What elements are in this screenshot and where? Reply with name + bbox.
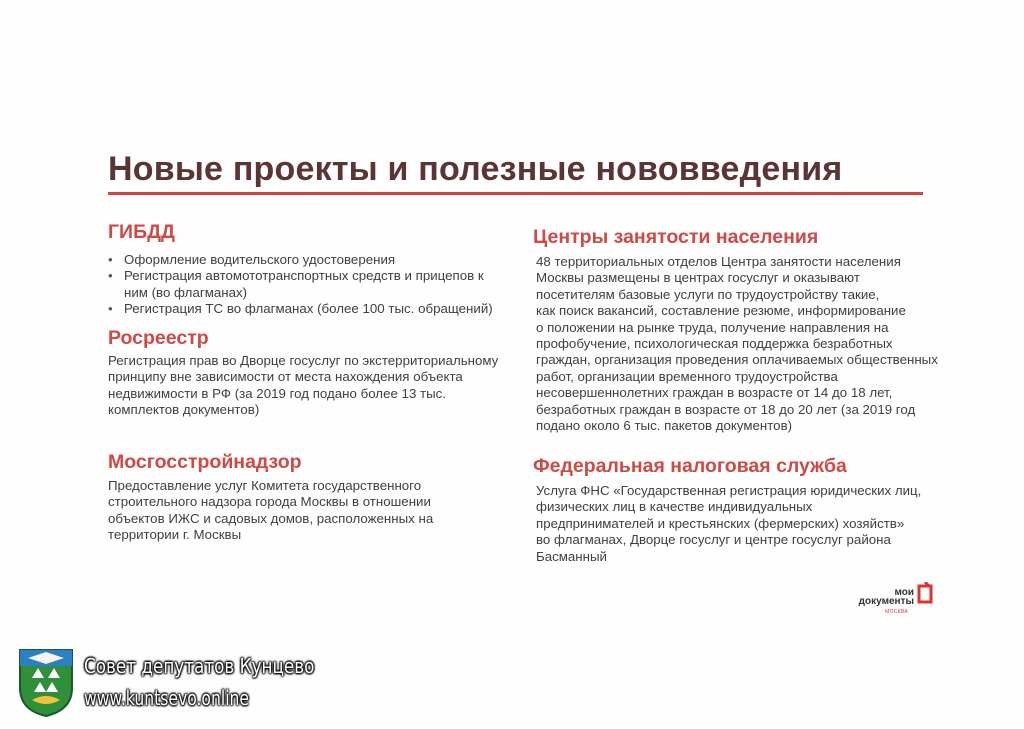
- text-line: принципу вне зависимости от места нахождения объекта: [108, 369, 463, 385]
- text-line: несовершеннолетних граждан в возрасте от 14 до 18 лет,: [536, 385, 893, 401]
- kuntsevo-crest-icon: [18, 648, 74, 718]
- gibdd-list: [108, 252, 498, 318]
- text-line: безработных граждан в возрасте от 18 до 20 лет (за 2019 год: [536, 401, 916, 417]
- list-item: • Регистрация автомототранспортных средств и прицепов к ним (во флагманах): [108, 268, 498, 301]
- employment-centers-heading: Центры занятости населения: [533, 226, 819, 248]
- text-line: строительного надзора города Москвы в отношении: [108, 494, 431, 510]
- text-line: комплектов документов): [108, 402, 260, 418]
- logo-text-line2: документы: [858, 596, 914, 607]
- mosgosstroynadzor-heading: Мосгосстройнадзор: [108, 451, 302, 473]
- logo-mark-icon: [916, 582, 934, 606]
- fns-text: [536, 483, 921, 565]
- moi-dokumenty-logo: [842, 580, 942, 620]
- text-line: Предоставление услуг Комитета государственного: [108, 478, 422, 493]
- text-line: предпринимателей и крестьянских (фермерских) хозяйств»: [536, 515, 905, 531]
- title-underline: [108, 192, 923, 195]
- text-line: Услуга ФНС «Государственная регистрация юридических лиц,: [536, 483, 922, 498]
- text-line: граждан, организация проведения оплачиваемых общественных: [536, 352, 938, 368]
- rosreestr-heading: Росреестр: [108, 327, 209, 349]
- rosreestr-text: [108, 353, 498, 419]
- text-line: недвижимости в РФ (за 2019 год подано более 13 тыс.: [108, 385, 447, 401]
- text-line: посетителям базовые услуги по трудоустройству такие,: [536, 286, 880, 302]
- employment-centers-text: [536, 254, 938, 434]
- text-line: территории г. Москвы: [108, 527, 242, 543]
- mosgosstroynadzor-text: [108, 478, 433, 544]
- text-line: как поиск вакансий, составление резюме, информирование: [536, 303, 906, 319]
- text-line: профобучение, психологическая поддержка безработных: [536, 336, 893, 352]
- text-line: объектов ИЖС и садовых домов, расположенных на: [108, 510, 434, 526]
- logo-text-line3: МОСКВА: [885, 609, 908, 615]
- fns-heading: Федеральная налоговая служба: [533, 455, 847, 477]
- text-line: о положении на рынке труда, получение направления на: [536, 319, 889, 335]
- text-line: Регистрация прав во Дворце госуслуг по экстерриториальному: [108, 353, 499, 368]
- list-item: • Оформление водительского удостоверения: [108, 252, 498, 268]
- watermark-title: Совет депутатов Кунцево: [84, 654, 315, 678]
- list-item: • Регистрация ТС во флагманах (более 100 тыс. обращений): [108, 301, 498, 317]
- watermark: [18, 648, 318, 718]
- text-line: Москвы размещены в центрах госуслуг и оказывают: [536, 270, 860, 286]
- gibdd-heading: ГИБДД: [108, 221, 175, 243]
- text-line: 48 территориальных отделов Центра занятости населения: [536, 254, 901, 269]
- page-title: Новые проекты и полезные нововведения: [108, 150, 843, 188]
- logo-text-line1: мои: [894, 587, 914, 598]
- text-line: работ, организации временного трудоустройства: [536, 368, 838, 384]
- watermark-url: www.kuntsevo.online: [84, 686, 250, 710]
- text-line: физических лиц в качестве индивидуальных: [536, 499, 813, 515]
- text-line: подано около 6 тыс. пакетов документов): [536, 418, 793, 434]
- text-line: во флагманах, Дворце госуслуг и центре госуслуг района: [536, 532, 891, 548]
- text-line: Басманный: [536, 548, 607, 564]
